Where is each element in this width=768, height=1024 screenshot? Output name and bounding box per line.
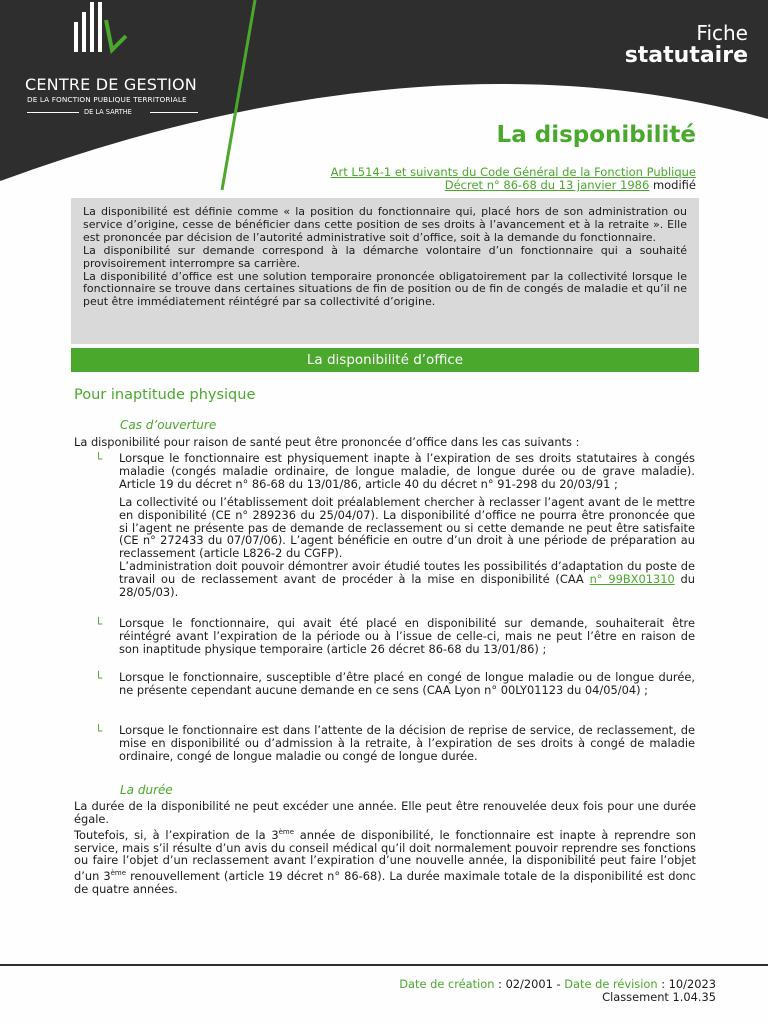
duree-paragraph-2 (74, 826, 696, 896)
page-header (0, 0, 768, 190)
duree-p2-a: Toutefois, si, à l’expiration de la 3 (74, 827, 279, 842)
bullet-1 (119, 452, 695, 599)
logo-sarthe: DE LA SARTHE (84, 108, 132, 116)
fiche-label (625, 22, 748, 68)
creation-value: : 02/2001 - (494, 977, 565, 991)
duree-text (74, 800, 696, 896)
bullet-1-p3-before: L’administration doit pouvoir démontrer avoir étudié toutes les possibilités d’adaptation du poste de travail ou de reclassement avant de procéder à la mise en disponibilité (CAA (119, 559, 695, 587)
page-title: La disponibilité (496, 122, 696, 148)
caa-link[interactable]: n° 99BX01310 (589, 572, 675, 587)
cas-heading: Cas d’ouverture (120, 418, 217, 432)
bullet-1-p1: Lorsque le fonctionnaire est physiquement inapte à l’expiration de ses droits statutaires à congés maladie (congés maladie ordinaire, de longue maladie, de longue durée ou de grave maladie). Article 19 du décret n° 86-68 du 13/01/86, article 40 du décret n° 91-298 du 20/03/91 ; (119, 451, 695, 491)
bullet-1-p2: La collectivité ou l’établissement doit préalablement chercher à reclasser l’agent avant de le mettre en disponibilité (CE n° 289236 du 25/04/07). La disponibilité d’office ne pourra être prononcée que si l’agent ne présente pas de demande de reclassement ou si cette demande ne peut être satisfaite (CE n° 272433 du 07/07/06). L’agent bénéficie en outre d’un droit à une période de préparation au reclassement (article L826-2 du CGFP). (119, 494, 695, 561)
logo-divider-left (27, 112, 79, 113)
duree-p2-sup1: ème (278, 827, 295, 836)
logo-divider-right (150, 112, 198, 113)
footer-dates (399, 977, 716, 991)
footer-classement: Classement 1.04.35 (602, 990, 716, 1004)
duree-paragraph-1: La durée de la disponibilité ne peut excéder une année. Elle peut être renouvelée deux fois pour une durée égale. (74, 799, 696, 826)
section-title: Pour inaptitude physique (74, 387, 256, 403)
duree-heading: La durée (120, 783, 173, 797)
duree-p2-c: renouvellement (article 19 décret n° 86-68). La durée maximale totale de la disponibilité est donc de quatre années. (74, 869, 696, 897)
reference-suffix: modifié (652, 178, 696, 192)
intro-paragraph-2: La disponibilité sur demande correspond à la démarche volontaire d’un fonctionnaire qui a souhaité provisoirement interrompre sa carrière. (83, 243, 687, 270)
revision-value: : 10/2023 (657, 977, 716, 991)
reference-line-2 (445, 178, 696, 192)
bullet-2: Lorsque le fonctionnaire, qui avait été placé en disponibilité sur demande, souhaiterait être réintégré avant l’expiration de la période ou à l’issue de celle-ci, mais ne peut l’être en raison de son inaptitude physique temporaire (article 26 décret 86-68 du 13/01/86) ; (119, 616, 695, 656)
creation-label: Date de création (399, 977, 495, 991)
bullet-3: Lorsque le fonctionnaire, susceptible d’être placé en congé de longue maladie ou de longue durée, ne présente cependant aucune demande en ce sens (CAA Lyon n° 00LY01123 du 04/05/04) ; (119, 670, 695, 697)
reference-line-1 (331, 165, 696, 179)
check-arrow-icon: └ (95, 617, 103, 631)
bullet-4: Lorsque le fonctionnaire est dans l’attente de la décision de reprise de service, de reclassement, de mise en disponibilité ou d’admission à la retraite, à l’expiration de ses droits à congé de maladie ordinaire, congé de longue maladie ou congé de longue durée. (119, 723, 695, 763)
logo-subtitle: DE LA FONCTION PUBLIQUE TERRITORIALE (27, 95, 187, 104)
check-arrow-icon: └ (95, 452, 103, 466)
fiche-line2: statutaire (624, 43, 748, 68)
decret-link[interactable]: Décret n° 86-68 du 13 janvier 1986 (444, 178, 650, 192)
cas-lead: La disponibilité pour raison de santé peut être prononcée d’office dans les cas suivants : (74, 435, 580, 449)
check-arrow-icon: └ (95, 671, 103, 685)
intro-paragraph-1: La disponibilité est définie comme « la position du fonctionnaire qui, placé hors de son administration ou service d’origine, cesse de bénéficier dans cette position de ses droits à l’avancement et à la retraite ». Elle est prononcée par décision de l’autorité administrative soit d’office, soit à la demande du fonctionnaire. (83, 205, 687, 244)
code-general-link[interactable]: Art L514-1 et suivants du Code Général de la Fonction Publique (330, 165, 696, 179)
bullet-1-p3-after: du 28/05/03). (119, 572, 696, 600)
intro-paragraph-3: La disponibilité d’office est une solution temporaire prononcée obligatoirement par la collectivité lorsque le fonctionnaire se trouve dans certaines situations de fin de position ou de fin de congés de maladie et qu’il ne peut être immédiatement réintégré par sa collectivité d’origine. (83, 269, 687, 309)
logo-title: CENTRE DE GESTION (25, 75, 197, 94)
check-arrow-icon: └ (95, 724, 103, 738)
bullet-1-p3 (119, 560, 695, 599)
duree-p2-b: année de disponibilité, le fonctionnaire est inapte à reprendre son service, mais s’il résulte d’un avis du conseil médical qu’il doit normalement pouvoir reprendre ses fonctions ou faire l’objet d’un reclassement avant l’expiration d’une nouvelle année, la disponibilité peut faire l’objet d’un 3 (74, 827, 696, 884)
duree-p2-sup2: ème (110, 869, 127, 878)
intro-box (71, 198, 699, 344)
revision-label: Date de révision (564, 977, 658, 991)
fiche-line1: Fiche (696, 21, 748, 45)
footer-divider (0, 964, 768, 966)
section-band: La disponibilité d’office (71, 348, 699, 372)
